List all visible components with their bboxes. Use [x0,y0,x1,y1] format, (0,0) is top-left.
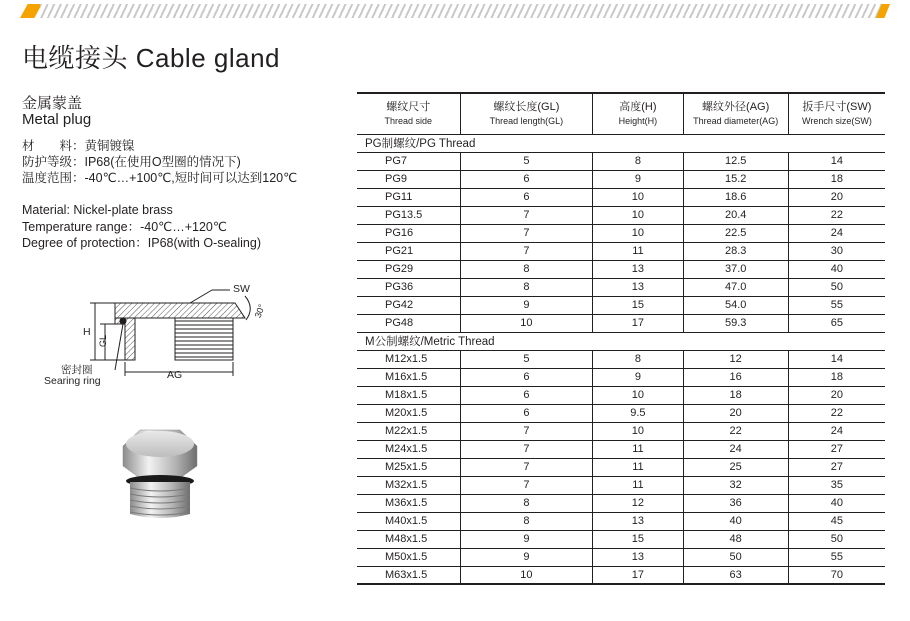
spec-temperature-cn: 温度范围：-40℃…+100℃,短时间可以达到120℃ [22,171,298,185]
table-cell: 7 [460,242,593,260]
table-row [357,206,885,224]
specs-en [22,202,261,252]
table-row [357,278,885,296]
table-cell: 40 [683,512,788,530]
column-header-en: Height(H) [618,115,658,126]
table-row [357,458,885,476]
table-cell: 22.5 [683,224,788,242]
table-cell: 8 [593,350,683,368]
product-name-cn: 金属蒙盖 [22,95,83,112]
table-cell: 47.0 [683,278,788,296]
table-cell: 12 [593,494,683,512]
table-cell: 7 [460,476,593,494]
column-header [357,93,460,134]
table-cell: 70 [788,566,885,584]
table-cell: PG21 [357,242,460,260]
table-row [357,422,885,440]
table-cell: 24 [788,224,885,242]
table-row [357,476,885,494]
column-header-cn: 扳手尺寸(SW) [802,100,872,113]
table-cell: 55 [788,296,885,314]
table-cell: 28.3 [683,242,788,260]
table-row [357,224,885,242]
table-row [357,188,885,206]
table-cell: 10 [593,206,683,224]
table-cell: 10 [460,314,593,332]
table-cell: 10 [460,566,593,584]
table-cell: 22 [788,206,885,224]
table-cell: 50 [683,548,788,566]
column-header [788,93,885,134]
column-header-cn: 螺纹尺寸 [386,100,431,113]
table-cell: 20 [788,386,885,404]
table-cell: 7 [460,206,593,224]
hatched-stripe [40,4,888,18]
table-cell: 59.3 [683,314,788,332]
table-cell: 11 [593,476,683,494]
table-cell: 65 [788,314,885,332]
table-cell: 24 [683,440,788,458]
table-row [357,368,885,386]
table-cell: 11 [593,458,683,476]
section-title: PG制螺纹/PG Thread [357,134,885,152]
spec-material-cn: 材 料：黄铜镀镍 [22,139,135,153]
product-photo [105,418,215,528]
label-seal-en: Searing ring [44,375,101,387]
spec-temperature-en: Temperature range：-40℃…+120℃ [22,219,227,234]
table-cell: 14 [788,350,885,368]
table-row [357,242,885,260]
table-cell: 45 [788,512,885,530]
table-cell: PG16 [357,224,460,242]
table-row [357,530,885,548]
orange-accent-left [20,4,42,18]
table-body [357,134,885,584]
table-cell: M36x1.5 [357,494,460,512]
table-cell: M16x1.5 [357,368,460,386]
table-cell: 13 [593,278,683,296]
table-cell: 13 [593,512,683,530]
spec-protection-cn: 防护等级：IP68(在使用O型圈的情况下) [22,155,241,169]
table-cell: 8 [460,494,593,512]
table-cell: 13 [593,548,683,566]
table-cell: 9 [593,170,683,188]
table-cell: 54.0 [683,296,788,314]
column-header-cn: 螺纹长度(GL) [493,100,560,113]
table-cell: 11 [593,440,683,458]
table-row [357,404,885,422]
table-cell: M22x1.5 [357,422,460,440]
table-cell: M50x1.5 [357,548,460,566]
column-header [460,93,593,134]
table-cell: 12 [683,350,788,368]
table-row [357,296,885,314]
product-name-en: Metal plug [22,111,92,128]
table-cell: 7 [460,440,593,458]
table-cell: 7 [460,422,593,440]
label-angle: 30° [252,302,267,320]
table-cell: M24x1.5 [357,440,460,458]
table-cell: 18 [788,368,885,386]
table-cell: M18x1.5 [357,386,460,404]
table-cell: 12.5 [683,152,788,170]
page-title: 电缆接头 Cable gland [22,43,280,73]
column-header [593,93,683,134]
table-cell: 15 [593,296,683,314]
column-header-cn: 螺纹外径(AG) [702,100,770,113]
table-cell: 10 [593,188,683,206]
table-cell: 8 [460,278,593,296]
label-sw: SW [233,283,250,295]
table-row [357,386,885,404]
table-row [357,170,885,188]
table-cell: 9 [460,548,593,566]
column-header [683,93,788,134]
table-cell: 24 [788,422,885,440]
table-cell: 55 [788,548,885,566]
table-cell: 8 [460,512,593,530]
table-cell: 8 [593,152,683,170]
table-row [357,512,885,530]
technical-drawing [40,276,290,391]
table-cell: 40 [788,260,885,278]
table-cell: 5 [460,152,593,170]
spec-material-en: Material: Nickel-plate brass [22,203,173,217]
table-cell: 20 [788,188,885,206]
table-cell: 9 [460,530,593,548]
table-cell: 9.5 [593,404,683,422]
table-cell: 10 [593,386,683,404]
table-cell: 6 [460,188,593,206]
specs-cn [22,138,297,186]
table-cell: PG48 [357,314,460,332]
table-cell: 11 [593,242,683,260]
column-header-en: Thread length(GL) [489,115,564,126]
table-section-row [357,332,885,350]
table-cell: 22 [788,404,885,422]
table-cell: 37.0 [683,260,788,278]
table-cell: 13 [593,260,683,278]
table-cell: 6 [460,404,593,422]
table-cell: 6 [460,368,593,386]
table-row [357,260,885,278]
label-gl: GL [98,334,109,348]
table-cell: 16 [683,368,788,386]
spec-protection-en: Degree of protection：IP68(with O-sealing) [22,236,262,250]
table-cell: 27 [788,440,885,458]
table-cell: 40 [788,494,885,512]
table-cell: 18 [788,170,885,188]
table-cell: 9 [460,296,593,314]
table-cell: PG7 [357,152,460,170]
table-cell: 27 [788,458,885,476]
table-cell: 20 [683,404,788,422]
table-row [357,494,885,512]
table-cell: 50 [788,278,885,296]
metal-plug-image [105,418,215,528]
table-cell: 18.6 [683,188,788,206]
table-cell: 6 [460,386,593,404]
table-cell: 20.4 [683,206,788,224]
section-title: M公制螺纹/Metric Thread [357,332,885,350]
table-cell: 25 [683,458,788,476]
table-row [357,566,885,584]
table-cell: 10 [593,224,683,242]
table-cell: 22 [683,422,788,440]
table-cell: 8 [460,260,593,278]
table-row [357,440,885,458]
spec-table [357,92,885,585]
table-cell: 15 [593,530,683,548]
table-cell: PG9 [357,170,460,188]
table-cell: 36 [683,494,788,512]
table-cell: 17 [593,566,683,584]
table-cell: 17 [593,314,683,332]
column-header-en: Wrench size(SW) [801,115,872,126]
table-cell: PG42 [357,296,460,314]
table-cell: PG11 [357,188,460,206]
label-seal-cn: 密封圈 [61,364,93,376]
table-cell: 48 [683,530,788,548]
table-row [357,350,885,368]
table-cell: M12x1.5 [357,350,460,368]
table-cell: 18 [683,386,788,404]
table-cell: M48x1.5 [357,530,460,548]
table-cell: 7 [460,224,593,242]
label-ag: AG [167,369,183,381]
table-cell: PG13.5 [357,206,460,224]
table-cell: PG29 [357,260,460,278]
top-decorative-bar [0,4,910,18]
plug-outline [90,290,250,376]
table-cell: 6 [460,170,593,188]
table-row [357,314,885,332]
table-cell: 50 [788,530,885,548]
table-cell: 9 [593,368,683,386]
table-section-row [357,134,885,152]
table-cell: PG36 [357,278,460,296]
table-cell: M32x1.5 [357,476,460,494]
table-cell: 32 [683,476,788,494]
table-row [357,152,885,170]
table-cell: 63 [683,566,788,584]
table-header-row [357,93,885,134]
label-h: H [83,326,91,338]
table-cell: 35 [788,476,885,494]
table-cell: 10 [593,422,683,440]
table-cell: 30 [788,242,885,260]
table-row [357,548,885,566]
column-header-cn: 高度(H) [619,100,657,113]
table-cell: M20x1.5 [357,404,460,422]
table-cell: M25x1.5 [357,458,460,476]
column-header-en: Thread diameter(AG) [693,115,779,126]
table-cell: 7 [460,458,593,476]
table-cell: M63x1.5 [357,566,460,584]
column-header-en: Thread side [384,115,433,126]
table-cell: 5 [460,350,593,368]
table-cell: 15.2 [683,170,788,188]
table-cell: M40x1.5 [357,512,460,530]
table-cell: 14 [788,152,885,170]
